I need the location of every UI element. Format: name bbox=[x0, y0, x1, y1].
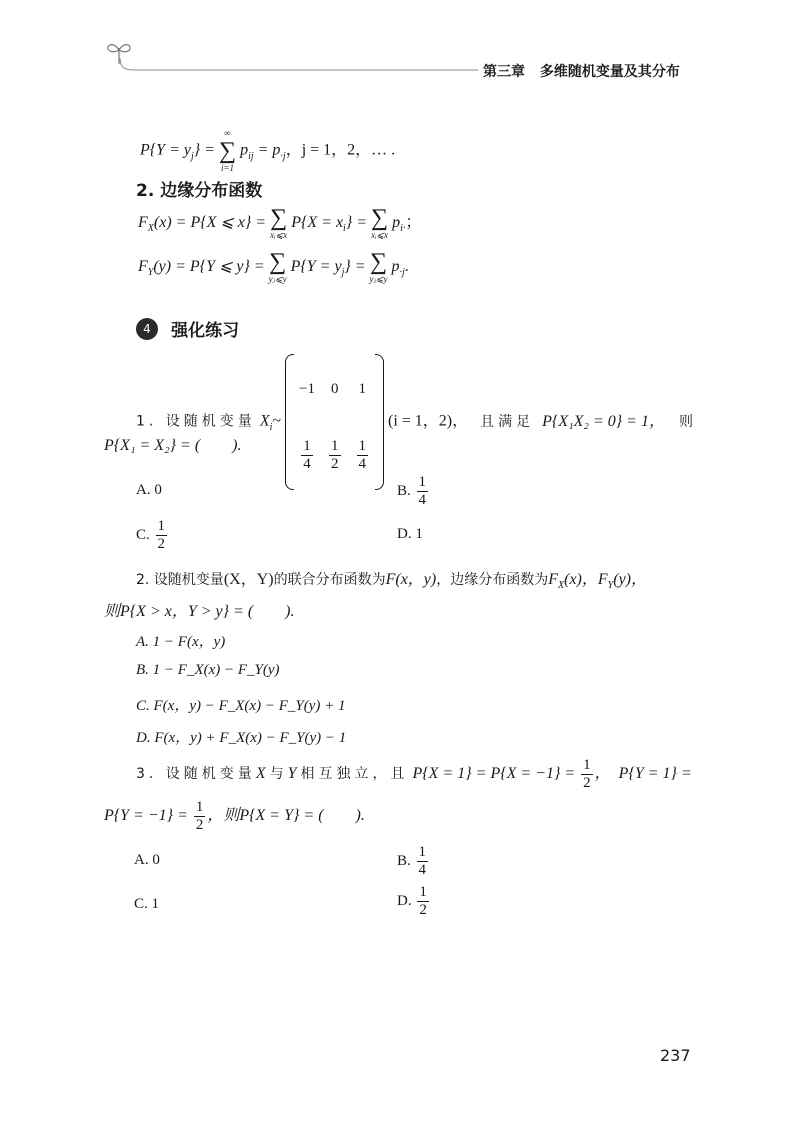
q1-distribution-matrix: −1 0 1 $\frac{1}{4}$ $\frac{1}{2}$ $\frac{1}{4}$ bbox=[285, 356, 384, 488]
q2-option-c[interactable]: C. F(x，y) − F_X(x) − F_Y(y) + 1 bbox=[136, 698, 346, 714]
header-rule bbox=[118, 58, 478, 74]
question-1-line1: 1. 设随机变量 $X_i\sim$ −1 0 1 $\frac{1}{4}$ $\frac{1}{2}$ $\frac{1}{4}$ (i = 1，2)， 且满足 P{X₁X₂ = 0} = 1， 则 bbox=[136, 356, 697, 488]
q2-option-d[interactable]: D. F(x，y) + F_X(x) − F_Y(y) − 1 bbox=[136, 730, 347, 746]
q3-option-c[interactable]: C. 1 bbox=[134, 896, 160, 912]
q1-option-d[interactable]: D. 1 bbox=[397, 526, 423, 542]
section-marginal-cdf: 2. 边缘分布函数 bbox=[136, 181, 263, 201]
formula-py: $P\{Y = y_j\}$ = ∞ ∑ i=1 $p_{ij} = p_{\cdot j}$，j = 1，2，… . bbox=[140, 128, 396, 173]
q3-option-d[interactable]: D. $\frac{1}{2}$ bbox=[397, 884, 427, 918]
question-2-line2: 则P{X > x，Y > y} = ( ). bbox=[104, 603, 295, 620]
q2-option-b[interactable]: B. 1 − F_X(x) − F_Y(y) bbox=[136, 662, 280, 678]
question-3-line1: 3. 设随机变量X 与Y 相互独立，且 P{X = 1} = P{X = −1} = $\frac{1}{2}$ ， P{Y = 1} = bbox=[136, 756, 692, 791]
formula-fx: $F_X(x) = P\{X$ ⩽ x} = ∑ xᵢ⩽x $P\{X = x_i\}$ = ∑ xᵢ⩽x $p_{i\cdot}$； bbox=[138, 205, 422, 240]
q2-option-a[interactable]: A. 1 − F(x，y) bbox=[136, 634, 226, 650]
page-number: 237 bbox=[660, 1046, 691, 1065]
chapter-title: 多维随机变量及其分布 bbox=[539, 64, 680, 80]
question-3-line2: P{Y = −1} = $\frac{1}{2}$ ，则P{X = Y} = ( ). bbox=[104, 798, 365, 833]
q1-option-c[interactable]: C. $\frac{1}{2}$ bbox=[136, 518, 166, 552]
practice-badge-icon: 4 bbox=[136, 318, 158, 340]
question-2-line1: 2. 设随机变量(X，Y)的联合分布函数为F(x，y)，边缘分布函数为$F_X(x)$，$F_Y(y)$， bbox=[136, 571, 647, 591]
practice-heading bbox=[136, 316, 239, 341]
chapter-label: 第三章 bbox=[483, 64, 525, 80]
q3-option-b[interactable]: B. $\frac{1}{4}$ bbox=[397, 844, 427, 878]
question-1-line2: P{X₁ = X₂} = ( ). bbox=[104, 437, 242, 454]
practice-title: 强化练习 bbox=[171, 321, 240, 341]
formula-fy: $F_Y(y) = P\{Y$ ⩽ y} = ∑ yⱼ⩽y $P\{Y = y_j\}$ = ∑ yⱼ⩽y $p_{\cdot j}$. bbox=[138, 249, 409, 284]
q1-option-a[interactable]: A. 0 bbox=[136, 482, 162, 498]
q1-option-b[interactable]: B. $\frac{1}{4}$ bbox=[397, 474, 427, 508]
q3-option-a[interactable]: A. 0 bbox=[134, 852, 160, 868]
